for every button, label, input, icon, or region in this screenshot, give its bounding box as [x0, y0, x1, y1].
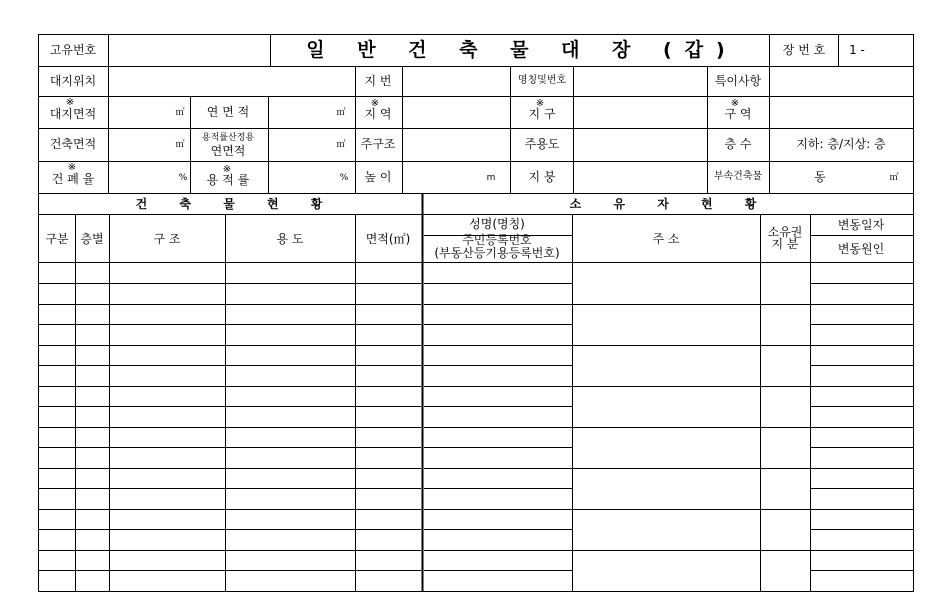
lot-no-label: 지 번 [364, 74, 392, 88]
annex-building-label: 부속건축물 [713, 171, 763, 182]
note-mark: ※ [222, 164, 232, 175]
unit-sqm: ㎡ [336, 140, 346, 150]
unit-sqm: ㎡ [175, 108, 185, 118]
unit-percent: % [339, 173, 349, 183]
page-no-label: 장 번 호 [782, 43, 826, 57]
floors-value: 지하: 층/지상: 층 [796, 137, 886, 151]
owner-status-title: 소 유 자 현 황 [569, 197, 771, 211]
unit-meter: m [486, 173, 496, 183]
roof-label: 지 붕 [528, 170, 556, 184]
form-outer-border [39, 35, 914, 592]
unit-sqm: ㎡ [175, 140, 185, 150]
col-owner-id: 주민등록번호 [462, 233, 532, 247]
page-title: 일 반 건 축 물 대 장 (갑) [306, 39, 738, 61]
main-structure-label: 주구조 [360, 137, 396, 151]
unique-no-field[interactable] [109, 36, 269, 64]
col-floor: 층별 [80, 232, 104, 246]
col-address: 주 소 [652, 232, 680, 246]
building-area-label: 건축면적 [49, 137, 97, 151]
zone-label: 지 역 [364, 107, 392, 121]
unit-sqm: ㎡ [336, 108, 346, 118]
name-no-label: 명칭및번호 [517, 75, 567, 86]
site-location-label: 대지위치 [49, 74, 97, 88]
building-status-title: 건 축 물 현 황 [135, 197, 337, 211]
unit-percent: % [178, 173, 188, 183]
col-structure: 구 조 [153, 232, 181, 246]
far-floor-area-label-top: 용적률산정용 [201, 133, 255, 143]
col-owner-reg-no: (부동산등기용등록번호) [434, 246, 560, 260]
col-share-bottom: 지 분 [771, 237, 799, 251]
coverage-ratio-label: 건 폐 율 [51, 172, 95, 186]
far-floor-area-label-bottom: 연면적 [210, 144, 246, 158]
note-mark: ※ [730, 98, 740, 109]
floor-area-label: 연 면 적 [206, 105, 250, 119]
height-label: 높 이 [364, 170, 392, 184]
unique-no-label: 고유번호 [49, 43, 97, 57]
note-mark: ※ [535, 98, 545, 109]
floors-label: 층 수 [724, 137, 752, 151]
note-mark: ※ [65, 97, 75, 108]
col-area: 면적(㎡) [365, 232, 411, 246]
col-use: 용 도 [276, 232, 304, 246]
col-share-top: 소유권 [767, 225, 803, 239]
col-change-reason: 변동원인 [837, 242, 885, 256]
unit-sqm: ㎡ [889, 173, 899, 183]
area-zone-label: 구 역 [724, 107, 752, 121]
col-owner-name: 성명(명칭) [469, 217, 525, 231]
annex-unit: 동 [814, 170, 826, 184]
site-area-label: 대지면적 [49, 107, 97, 121]
note-mark: ※ [370, 98, 380, 109]
col-division: 구분 [45, 232, 69, 246]
special-notes-label: 특이사항 [714, 74, 762, 88]
col-change-date: 변동일자 [837, 218, 885, 232]
note-mark: ※ [67, 162, 77, 173]
district-label: 지 구 [528, 107, 556, 121]
page-no-value[interactable]: 1 - [849, 43, 865, 57]
main-use-label: 주용도 [524, 137, 560, 151]
far-label: 용 적 률 [206, 173, 250, 187]
